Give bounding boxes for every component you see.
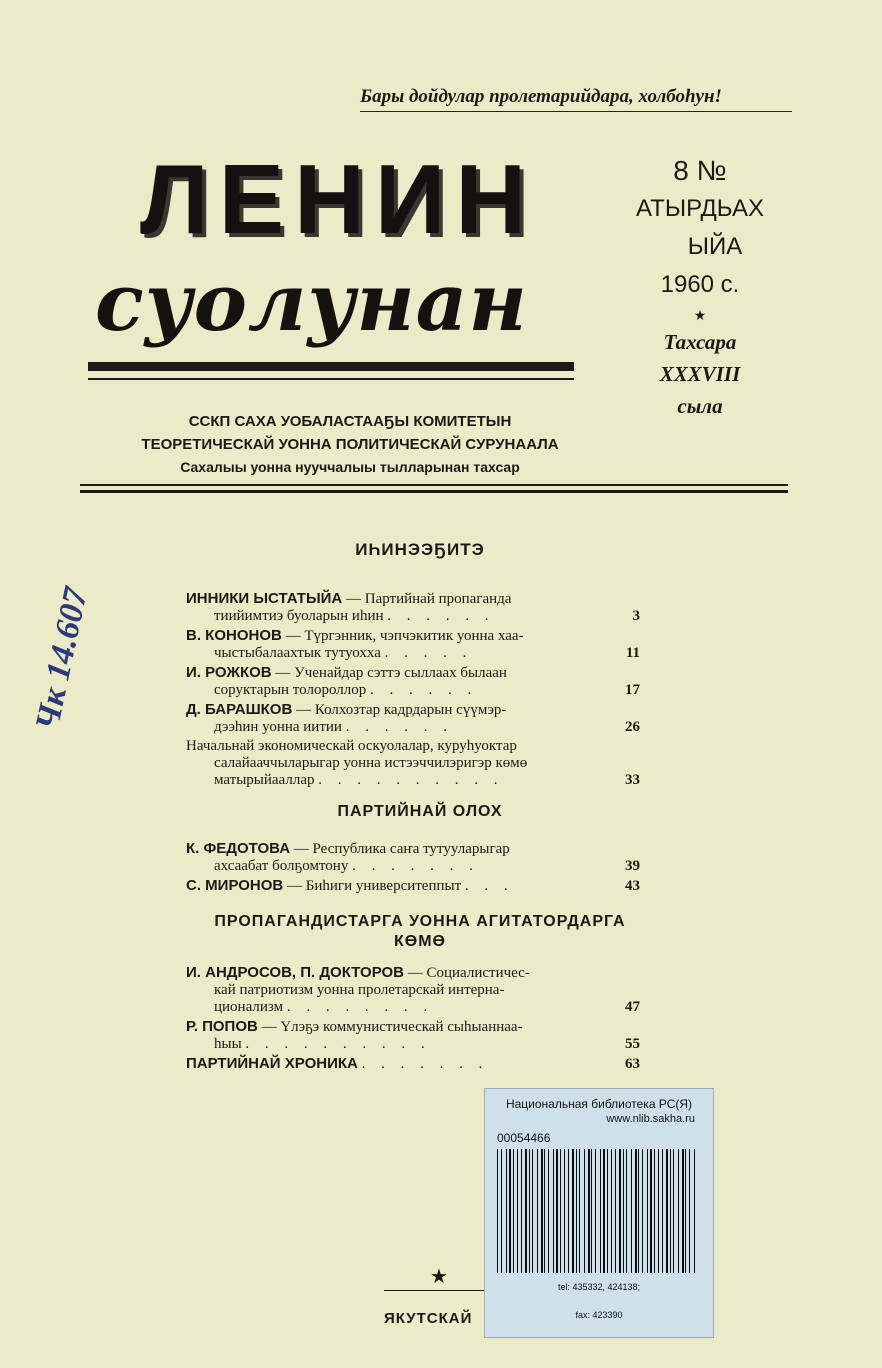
barcode-bar — [532, 1149, 533, 1273]
barcode-bar — [541, 1149, 543, 1273]
barcode-bar — [673, 1149, 674, 1273]
barcode-bar — [600, 1149, 601, 1273]
barcode-bar — [658, 1149, 659, 1273]
toc-entry[interactable]: Начальнай экономическай оскуолалар, куруһуоктар салайааччыларыгар уонна истээччилэригэр көмө матырыйааллар . . . . . . . . . . 33 — [186, 738, 640, 788]
toc-text: кай патриотизм уонна пролетарскай интерна- — [214, 982, 505, 998]
contents-title: ИҺИНЭЭҔИТЭ — [355, 540, 485, 559]
barcode-bar — [521, 1149, 522, 1273]
barcode-bar — [497, 1149, 498, 1273]
series-1: Тахсара — [663, 330, 737, 354]
barcode-bar — [525, 1149, 527, 1273]
series-3: сыла — [677, 394, 723, 418]
barcode-bar — [568, 1149, 569, 1273]
toc-page: 26 — [625, 719, 640, 735]
barcode-bar — [662, 1149, 663, 1273]
star-icon: ★ — [430, 1266, 448, 1288]
toc-text: Начальнай экономическай оскуолалар, куруһуоктар — [186, 738, 517, 754]
issue-number: 8 № — [673, 155, 727, 186]
barcode-bar — [603, 1149, 605, 1273]
barcode-bar — [506, 1149, 507, 1273]
masthead-title: ЛЕНИН — [140, 144, 537, 254]
toc-text: дээһин уонна иитии — [214, 719, 342, 735]
section-title: ПАРТИЙНАЙ ОЛОХ — [337, 803, 503, 820]
toc-list-3 — [186, 964, 640, 1075]
issue-info — [610, 152, 790, 422]
barcode-bar — [615, 1149, 616, 1273]
barcode-bar — [626, 1149, 627, 1273]
barcode-bar — [591, 1149, 592, 1273]
toc-entry[interactable]: В. КОНОНОВ — Түргэнник, чэпчэкитик уонна хаа- чыстыбалаахтык тутуохха . . . . . 11 — [186, 627, 640, 661]
barcode-bar — [501, 1149, 502, 1273]
barcode-bar — [560, 1149, 561, 1273]
barcode-bar — [650, 1149, 652, 1273]
barcode-bar — [509, 1149, 511, 1273]
barcode-bar — [513, 1149, 514, 1273]
barcode-bar — [654, 1149, 655, 1273]
toc-entry[interactable]: К. ФЕДОТОВА — Республика саҥа тутууларыгар ахсаабат болҕомтону . . . . . . . 39 — [186, 840, 640, 874]
issue-month-2: ЫЙА — [687, 233, 743, 260]
toc-page: 43 — [625, 878, 640, 894]
issue-year: 1960 с. — [660, 271, 740, 298]
header-rule-1 — [80, 484, 788, 486]
toc-text: — Партийнай пропаганда — [342, 591, 512, 607]
masthead-rule-thin — [88, 378, 574, 380]
barcode-bar — [595, 1149, 596, 1273]
toc-text: — Социалистичес- — [404, 965, 530, 981]
toc-author: С. МИРОНОВ — [186, 877, 284, 894]
barcode-bar — [635, 1149, 637, 1273]
toc-author: В. КОНОНОВ — [186, 627, 282, 644]
barcode-bar — [579, 1149, 580, 1273]
barcode-bar — [694, 1149, 695, 1273]
publisher-line-1: ССКП САХА УОБАЛАСТААҔЫ КОМИТЕТЫН — [188, 413, 512, 430]
barcode-bar — [670, 1149, 671, 1273]
barcode-bar — [572, 1149, 574, 1273]
toc-text: тиийимтиэ буоларын иһин — [214, 608, 384, 624]
toc-text: салайааччыларыгар уонна истээччилэригэр көмө — [214, 755, 528, 771]
toc-text: — Түргэнник, чэпчэкитик уонна хаа- — [281, 628, 524, 644]
toc-author: И. АНДРОСОВ, П. ДОКТОРОВ — [186, 964, 404, 981]
barcode-bar — [647, 1149, 648, 1273]
section-title — [190, 912, 650, 952]
bottom-rule — [384, 1290, 484, 1291]
toc-text: соруктарын толороллор — [214, 682, 367, 698]
barcode-bar — [642, 1149, 643, 1273]
library-fax: fax: 423390 — [575, 1310, 623, 1320]
toc-author: К. ФЕДОТОВА — [186, 840, 291, 857]
header-rule-2 — [80, 490, 788, 493]
barcode-bar — [588, 1149, 590, 1273]
toc-text: һыы — [214, 1036, 242, 1052]
barcode-bar — [666, 1149, 668, 1273]
star-icon: ★ — [693, 307, 707, 323]
toc-page: 47 — [625, 999, 640, 1015]
barcode-bar — [564, 1149, 565, 1273]
toc-text: матырыйааллар — [214, 772, 315, 788]
toc-entry[interactable]: И. РОЖКОВ — Ученайдар сэттэ сыллаах былаан соруктарын толороллор . . . . . . 17 — [186, 664, 640, 698]
barcode-bar — [584, 1149, 585, 1273]
library-name: Национальная библиотека РС(Я) — [505, 1097, 693, 1111]
barcode-bar — [631, 1149, 632, 1273]
toc-text: — Үлэҕэ коммунистическай сыһыаннаа- — [257, 1019, 523, 1035]
barcode-bar — [576, 1149, 577, 1273]
library-code: 00054466 — [497, 1131, 551, 1145]
toc-author: ПАРТИЙНАЙ ХРОНИКА — [186, 1055, 358, 1072]
section-title-line: КӨМӨ — [394, 933, 446, 950]
barcode-bar — [537, 1149, 538, 1273]
barcode-bar — [553, 1149, 554, 1273]
toc-page: 11 — [625, 645, 640, 661]
toc-text: — Республика саҥа тутууларыгар — [290, 841, 510, 857]
city-name: ЯКУТСКАЙ — [384, 1310, 473, 1327]
barcode-bar — [682, 1149, 684, 1273]
toc-author: И. РОЖКОВ — [186, 664, 272, 681]
toc-list-1 — [186, 590, 640, 791]
toc-entry[interactable]: Р. ПОПОВ — Үлэҕэ коммунистическай сыһыаннаа- һыы . . . . . . . . . . 55 — [186, 1018, 640, 1052]
toc-text: чыстыбалаахтык тутуохха — [214, 645, 381, 661]
toc-author: ИННИКИ ЫСТАТЫЙА — [186, 590, 343, 607]
barcode-bar — [638, 1149, 639, 1273]
barcode-bar — [685, 1149, 686, 1273]
publisher-line-3: Сахалыы уонна нууччалыы тылларынан тахсар — [180, 459, 520, 475]
toc-entry[interactable]: С. МИРОНОВ — Биһиги университеппыт . . . 43 — [186, 877, 640, 894]
masthead-subtitle: суолунан — [95, 255, 528, 349]
toc-text: — Колхозтар кадрдарын сүүмэр- — [292, 702, 507, 718]
toc-text: — Биһиги университеппыт — [283, 878, 462, 894]
section-title-line: ПРОПАГАНДИСТАРГА УОННА АГИТАТОРДАРГА — [214, 913, 626, 930]
publisher-info — [80, 410, 620, 479]
library-label — [484, 1088, 714, 1338]
toc-page: 3 — [632, 608, 640, 624]
library-tel: tel: 435332, 424138; — [557, 1282, 641, 1292]
barcode-bar — [529, 1149, 530, 1273]
barcode-bar — [689, 1149, 690, 1273]
masthead-rule-thick — [88, 362, 574, 371]
toc-entry[interactable]: ПАРТИЙНАЙ ХРОНИКА . . . . . . . 63 — [186, 1055, 640, 1072]
toc-author: Д. БАРАШКОВ — [186, 701, 293, 718]
barcode-bar — [548, 1149, 549, 1273]
series-2: XXXVIII — [659, 362, 741, 386]
toc-text: — Ученайдар сэттэ сыллаах былаан — [271, 665, 507, 681]
handwritten-stamp: Чк 14.607 — [28, 584, 95, 734]
barcode-bar — [623, 1149, 624, 1273]
toc-page: 55 — [625, 1036, 640, 1052]
barcode-bar — [544, 1149, 545, 1273]
toc-entry[interactable]: И. АНДРОСОВ, П. ДОКТОРОВ — Социалистичес- кай патриотизм уонна пролетарскай интерна- ционализм . . . . . . . . 47 — [186, 964, 640, 1015]
toc-entry[interactable]: ИННИКИ ЫСТАТЫЙА — Партийнай пропаганда тиийимтиэ буоларын иһин . . . . . . 3 — [186, 590, 640, 624]
toc-text: ахсаабат болҕомтону — [214, 858, 349, 874]
toc-page: 17 — [625, 682, 640, 698]
barcode-bar — [678, 1149, 679, 1273]
toc-page: 33 — [625, 772, 640, 788]
barcode-bar — [619, 1149, 621, 1273]
barcode-bar — [556, 1149, 558, 1273]
barcode-icon — [497, 1149, 697, 1273]
motto: Бары дойдулар пролетарийдара, холбоһун! — [360, 86, 792, 112]
toc-page: 63 — [625, 1056, 640, 1072]
library-site: www.nlib.sakha.ru — [606, 1113, 695, 1125]
toc-list-2 — [186, 840, 640, 897]
publisher-line-2: ТЕОРЕТИЧЕСКАЙ УОННА ПОЛИТИЧЕСКАЙ СУРУНААЛА — [141, 436, 559, 453]
barcode-bar — [517, 1149, 518, 1273]
toc-page: 39 — [625, 858, 640, 874]
toc-text: ционализм — [214, 999, 284, 1015]
toc-author: Р. ПОПОВ — [186, 1018, 258, 1035]
barcode-bar — [611, 1149, 612, 1273]
issue-month-1: АТЫРДЬАХ — [636, 195, 764, 222]
toc-entry[interactable]: Д. БАРАШКОВ — Колхозтар кадрдарын сүүмэр- дээһин уонна иитии . . . . . . 26 — [186, 701, 640, 735]
barcode-bar — [607, 1149, 608, 1273]
